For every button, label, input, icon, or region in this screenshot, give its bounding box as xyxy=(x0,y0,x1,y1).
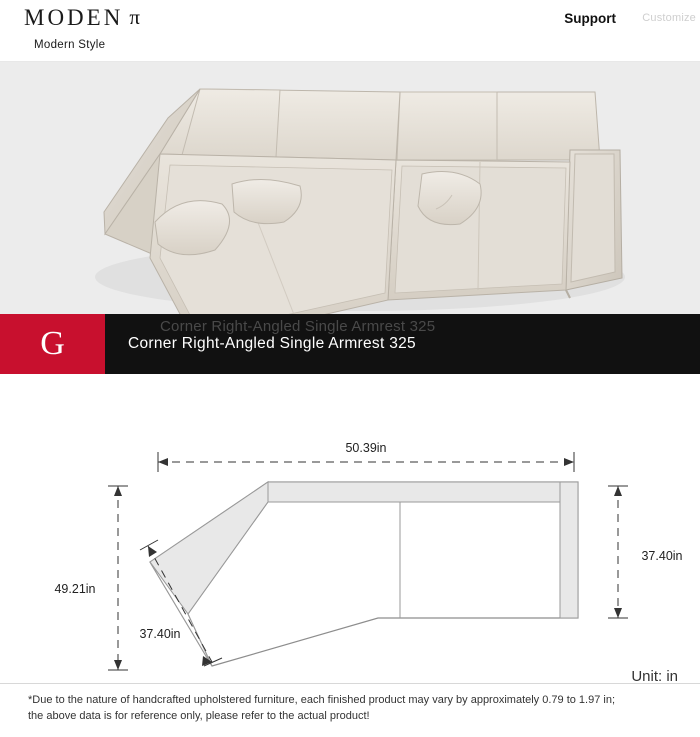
title-watermark: Corner Right-Angled Single Armrest 325 xyxy=(160,318,436,335)
dim-left-height: 49.21in xyxy=(54,582,96,596)
page-title: Corner Right-Angled Single Armrest 325 xyxy=(128,335,416,352)
dimension-diagram xyxy=(0,374,700,694)
dim-right-height: 37.40in xyxy=(641,549,683,563)
dim-chaise-depth: 37.40in xyxy=(139,627,181,641)
footnote-line-2: the above data is for reference only, please refer to the actual product! xyxy=(28,709,370,722)
page-header xyxy=(0,0,700,62)
sofa-illustration xyxy=(0,62,700,314)
brand-tagline: Modern Style xyxy=(34,39,106,51)
footnote-line-1: *Due to the nature of handcrafted upholstered furniture, each finished product may vary by approximately 0.79 to 1.97 in; xyxy=(28,694,616,706)
disclaimer-footnote xyxy=(0,683,700,737)
dim-top-width: 50.39in xyxy=(345,441,387,455)
product-title-bar xyxy=(0,314,700,374)
product-image xyxy=(0,62,700,314)
brand-logo xyxy=(24,6,140,51)
unit-label: Unit: in xyxy=(631,668,678,685)
support-link[interactable]: Support xyxy=(564,11,616,26)
series-letter-badge: G xyxy=(0,314,105,374)
brand-pi-symbol: π xyxy=(129,5,140,29)
brand-name: MODEN xyxy=(24,5,124,30)
customize-label[interactable]: Customize xyxy=(642,12,696,24)
